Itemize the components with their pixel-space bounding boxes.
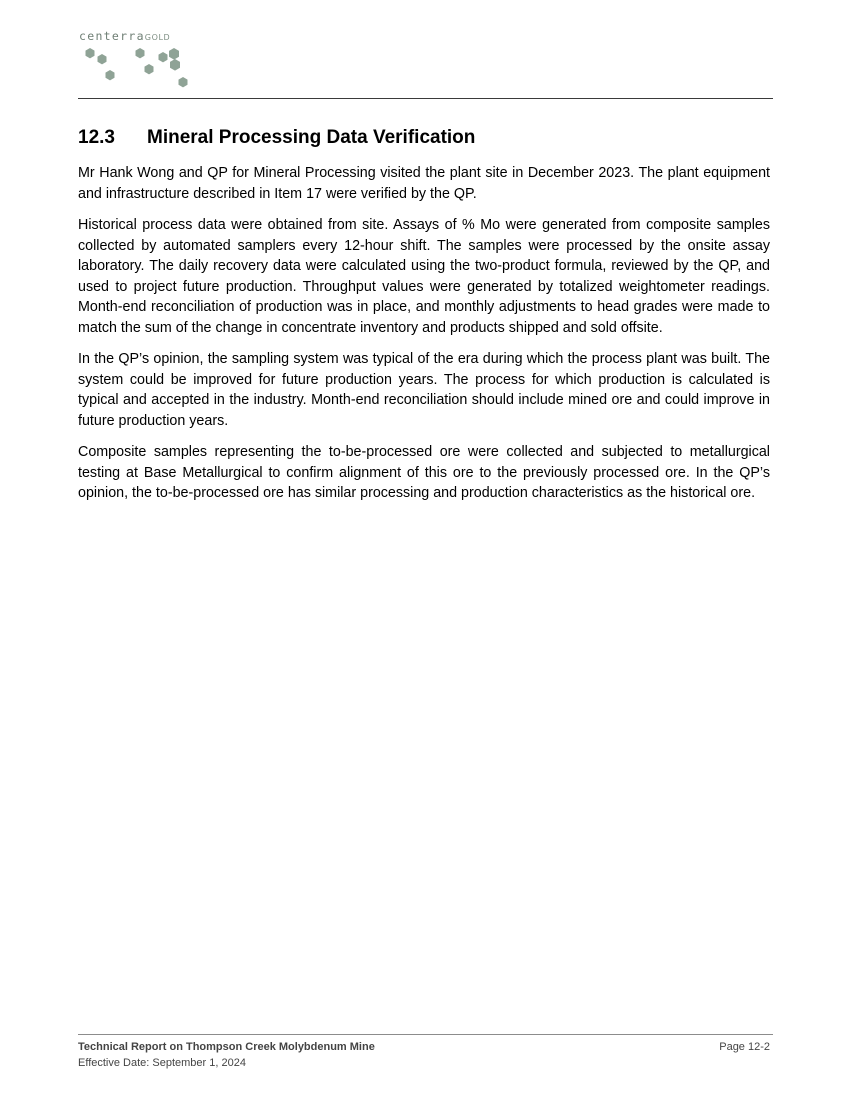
logo-wordmark-main: centerra	[79, 29, 145, 43]
paragraph-site-visit: Mr Hank Wong and QP for Mineral Processing visited the plant site in December 2023. The plant equipment and infrastructure described in Item 17 were verified by the QP.	[78, 165, 770, 202]
paragraph-composite-samples: Composite samples representing the to-be-processed ore were collected and subjected to metallurgical testing at Base Metallurgical to confirm alignment of this ore to the previously processed ore. In the QP’s opinion, the to-be-processed ore has similar processing and production characteristics as the historical ore.	[78, 444, 770, 501]
footer-page-number: Page 12-2	[719, 1041, 770, 1053]
logo-hexagon	[179, 77, 188, 87]
logo-hexagon	[145, 64, 154, 74]
footer-report-title: Technical Report on Thompson Creek Molybdenum Mine	[78, 1041, 375, 1053]
company-logo	[79, 30, 199, 94]
logo-wordmark-accent: GOLD	[144, 33, 171, 42]
logo-hexagon	[136, 48, 145, 58]
logo-hexagon	[169, 48, 179, 60]
footer-report-info	[78, 1039, 375, 1071]
document-body	[78, 126, 770, 515]
header-divider	[78, 98, 773, 99]
logo-hexagons	[86, 48, 188, 87]
footer-divider	[78, 1034, 773, 1035]
logo-wordmark	[79, 30, 170, 44]
logo-hexagon	[98, 54, 107, 64]
paragraph-qp-opinion-sampling: In the QP’s opinion, the sampling system was typical of the era during which the process plant was built. The system could be improved for future production years. The process for which production is calculated is typical and accepted in the industry. Month-end reconciliation should include mined ore and could improve in future production years.	[78, 351, 770, 429]
logo-hexagon	[159, 52, 168, 62]
footer-effective-date: Effective Date: September 1, 2024	[78, 1057, 246, 1069]
section-heading	[78, 126, 770, 150]
section-number: 12.3	[78, 127, 115, 148]
paragraph-historical-data: Historical process data were obtained from site. Assays of % Mo were generated from composite samples collected by automated samplers every 12-hour shift. The samples were processed by the onsite assay laboratory. The daily recovery data were calculated using the two-product formula, reviewed by the QP, and used to project future production. Throughput values were generated by totalized weightometer readings. Month-end reconciliation of production was in place, and monthly adjustments to head grades were made to match the sum of the change in concentrate inventory and products shipped and sold offsite.	[78, 217, 770, 336]
hexagon-cluster-icon	[79, 44, 199, 94]
section-title: Mineral Processing Data Verification	[147, 127, 476, 148]
logo-hexagon	[86, 48, 95, 58]
logo-hexagon	[106, 70, 115, 80]
logo-hexagon	[170, 59, 180, 71]
